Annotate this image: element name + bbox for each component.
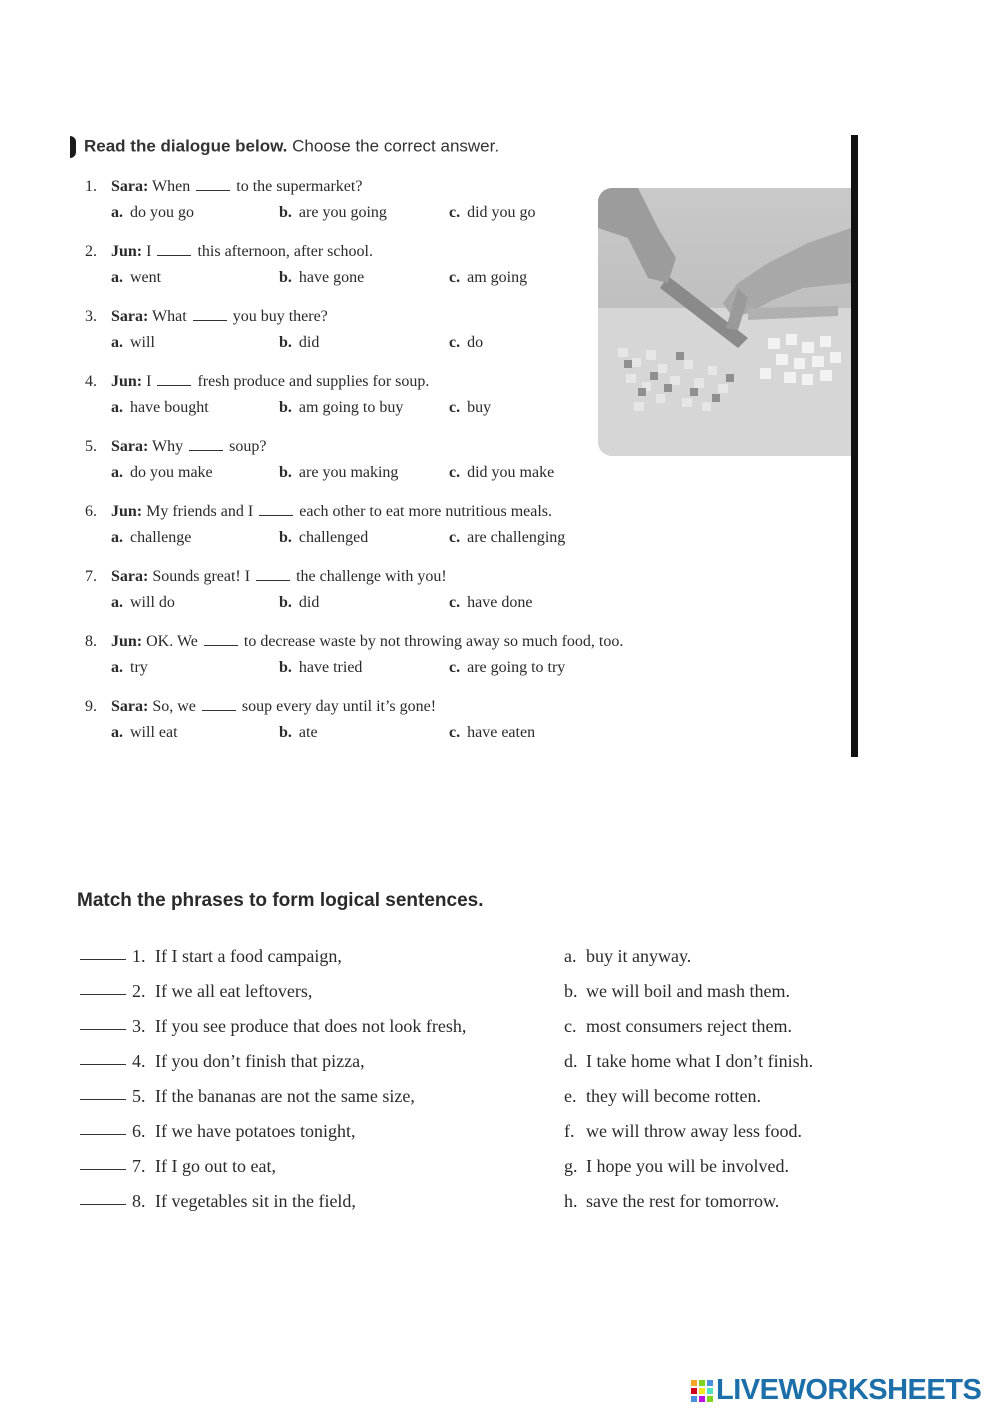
match-letter: d.	[564, 1051, 578, 1071]
answer-blank[interactable]	[256, 566, 290, 581]
question-3	[85, 304, 484, 356]
question-text-after: this afternoon, after school.	[197, 243, 373, 260]
option-c[interactable]: c. did you go	[449, 204, 536, 221]
option-b[interactable]: b. did	[279, 334, 320, 351]
section1-title-bold: Read the dialogue below.	[84, 136, 288, 156]
question-5	[85, 434, 555, 486]
option-a[interactable]: a. will eat	[111, 724, 178, 741]
option-b[interactable]: b. have tried	[279, 659, 363, 676]
match-right-phrase: I take home what I don’t finish.	[586, 1051, 814, 1071]
match-letter: b.	[564, 981, 578, 1001]
answer-blank[interactable]	[259, 501, 293, 516]
match-number: 8.	[132, 1191, 146, 1211]
option-c[interactable]: c. do	[449, 334, 484, 351]
option-b[interactable]: b. have gone	[279, 269, 365, 286]
match-answer-blank[interactable]	[80, 1029, 126, 1030]
question-6	[85, 499, 566, 551]
question-4	[85, 369, 492, 421]
match-answer-blank[interactable]	[80, 959, 126, 960]
option-b[interactable]: b. challenged	[279, 529, 369, 546]
question-text-before: My friends and I	[146, 503, 254, 520]
match-left-phrase: If we all eat leftovers,	[155, 981, 313, 1001]
question-text-after: to decrease waste by not throwing away so much food, too.	[243, 633, 624, 650]
question-number: 7.	[85, 568, 97, 585]
question-text-before: When	[152, 178, 191, 195]
match-right-phrase: we will boil and mash them.	[586, 981, 790, 1001]
speaker: Sara:	[111, 308, 149, 325]
question-1	[85, 174, 536, 226]
match-number: 7.	[132, 1156, 146, 1176]
match-right-phrase: buy it anyway.	[586, 946, 692, 966]
option-c[interactable]: c. am going	[449, 269, 528, 286]
match-right-phrase: most consumers reject them.	[586, 1016, 792, 1036]
match-left-phrase: If you don’t finish that pizza,	[155, 1051, 365, 1071]
question-number: 2.	[85, 243, 97, 260]
question-text-before: I	[146, 373, 152, 390]
option-a[interactable]: a. have bought	[111, 399, 209, 416]
option-c[interactable]: c. buy	[449, 399, 492, 416]
speaker: Sara:	[111, 698, 149, 715]
match-number: 3.	[132, 1016, 146, 1036]
question-text-before: What	[152, 308, 187, 325]
answer-blank[interactable]	[196, 176, 230, 191]
answer-blank[interactable]	[157, 371, 191, 386]
match-row-1	[80, 941, 880, 971]
match-answer-blank[interactable]	[80, 1134, 126, 1135]
question-text-before: Sounds great! I	[152, 568, 251, 585]
match-row-6	[80, 1116, 880, 1146]
option-a[interactable]: a. went	[111, 269, 162, 286]
match-answer-blank[interactable]	[80, 994, 126, 995]
option-a[interactable]: a. will	[111, 334, 155, 351]
match-row-8	[80, 1186, 880, 1216]
match-letter: a.	[564, 946, 577, 966]
option-b[interactable]: b. am going to buy	[279, 399, 404, 416]
question-7	[85, 564, 533, 616]
match-number: 6.	[132, 1121, 146, 1141]
question-text-after: soup?	[229, 438, 267, 455]
speaker: Sara:	[111, 438, 149, 455]
option-b[interactable]: b. are you going	[279, 204, 387, 221]
question-text-before: I	[146, 243, 152, 260]
option-c[interactable]: c. have eaten	[449, 724, 536, 741]
match-right-phrase: save the rest for tomorrow.	[586, 1191, 780, 1211]
question-2	[85, 239, 528, 291]
match-row-3	[80, 1011, 880, 1041]
question-text-after: you buy there?	[232, 308, 328, 325]
match-letter: f.	[564, 1121, 575, 1141]
section1-title	[70, 136, 499, 160]
liveworksheets-logo-icon	[691, 1380, 713, 1402]
question-text-after: to the supermarket?	[236, 178, 363, 195]
match-letter: g.	[564, 1156, 578, 1176]
option-a[interactable]: a. do you make	[111, 464, 213, 481]
question-8	[85, 629, 623, 681]
option-c[interactable]: c. are going to try	[449, 659, 566, 676]
question-text-after: each other to eat more nutritious meals.	[299, 503, 553, 520]
match-number: 1.	[132, 946, 146, 966]
match-row-2	[80, 976, 880, 1006]
match-answer-blank[interactable]	[80, 1099, 126, 1100]
match-answer-blank[interactable]	[80, 1204, 126, 1205]
speaker: Jun:	[111, 503, 143, 520]
option-a[interactable]: a. do you go	[111, 204, 194, 221]
question-text-after: the challenge with you!	[296, 568, 447, 585]
option-b[interactable]: b. are you making	[279, 464, 399, 481]
option-c[interactable]: c. are challenging	[449, 529, 566, 546]
option-a[interactable]: a. will do	[111, 594, 175, 611]
question-text-before: So, we	[152, 698, 196, 715]
answer-blank[interactable]	[189, 436, 223, 451]
option-c[interactable]: c. did you make	[449, 464, 555, 481]
option-a[interactable]: a. challenge	[111, 529, 192, 546]
match-letter: c.	[564, 1016, 577, 1036]
option-c[interactable]: c. have done	[449, 594, 533, 611]
option-b[interactable]: b. ate	[279, 724, 318, 741]
match-answer-blank[interactable]	[80, 1064, 126, 1065]
question-number: 5.	[85, 438, 97, 455]
section1-title-rest: Choose the correct answer.	[292, 136, 500, 156]
question-number: 1.	[85, 178, 97, 195]
option-a[interactable]: a. try	[111, 659, 148, 676]
speaker: Jun:	[111, 243, 143, 260]
match-left-phrase: If vegetables sit in the field,	[155, 1191, 356, 1211]
liveworksheets-brand	[691, 1374, 981, 1406]
question-text-before: Why	[152, 438, 184, 455]
question-9	[85, 694, 536, 746]
option-b[interactable]: b. did	[279, 594, 320, 611]
question-number: 9.	[85, 698, 97, 715]
question-number: 3.	[85, 308, 97, 325]
match-number: 4.	[132, 1051, 146, 1071]
match-right-phrase: we will throw away less food.	[586, 1121, 802, 1141]
speaker: Sara:	[111, 568, 149, 585]
answer-blank[interactable]	[204, 631, 238, 646]
question-text-after: fresh produce and supplies for soup.	[197, 373, 430, 390]
section-marker-icon	[70, 136, 76, 158]
question-text-before: OK. We	[146, 633, 198, 650]
match-number: 2.	[132, 981, 146, 1001]
match-answer-blank[interactable]	[80, 1169, 126, 1170]
match-left-phrase: If we have potatoes tonight,	[155, 1121, 356, 1141]
match-left-phrase: If the bananas are not the same size,	[155, 1086, 415, 1106]
speaker: Jun:	[111, 373, 143, 390]
match-left-phrase: If I go out to eat,	[155, 1156, 276, 1176]
section2-title: Match the phrases to form logical sentences.	[77, 890, 484, 911]
match-row-7	[80, 1151, 880, 1181]
match-right-phrase: they will become rotten.	[586, 1086, 761, 1106]
margin-bar	[851, 135, 858, 757]
question-number: 4.	[85, 373, 97, 390]
question-number: 6.	[85, 503, 97, 520]
answer-blank[interactable]	[157, 241, 191, 256]
question-text-after: soup every day until it’s gone!	[241, 698, 437, 715]
answer-blank[interactable]	[202, 696, 236, 711]
speaker: Sara:	[111, 178, 149, 195]
match-row-5	[80, 1081, 880, 1111]
speaker: Jun:	[111, 633, 143, 650]
match-letter: h.	[564, 1191, 578, 1211]
question-number: 8.	[85, 633, 97, 650]
match-right-phrase: I hope you will be involved.	[586, 1156, 789, 1176]
answer-blank[interactable]	[193, 306, 227, 321]
match-number: 5.	[132, 1086, 146, 1106]
liveworksheets-brand-text: LIVEWORKSHEETS	[716, 1374, 982, 1406]
chopping-vegetables-photo	[598, 188, 851, 456]
match-left-phrase: If you see produce that does not look fresh,	[155, 1016, 467, 1036]
match-letter: e.	[564, 1086, 577, 1106]
match-row-4	[80, 1046, 880, 1076]
match-left-phrase: If I start a food campaign,	[155, 946, 342, 966]
